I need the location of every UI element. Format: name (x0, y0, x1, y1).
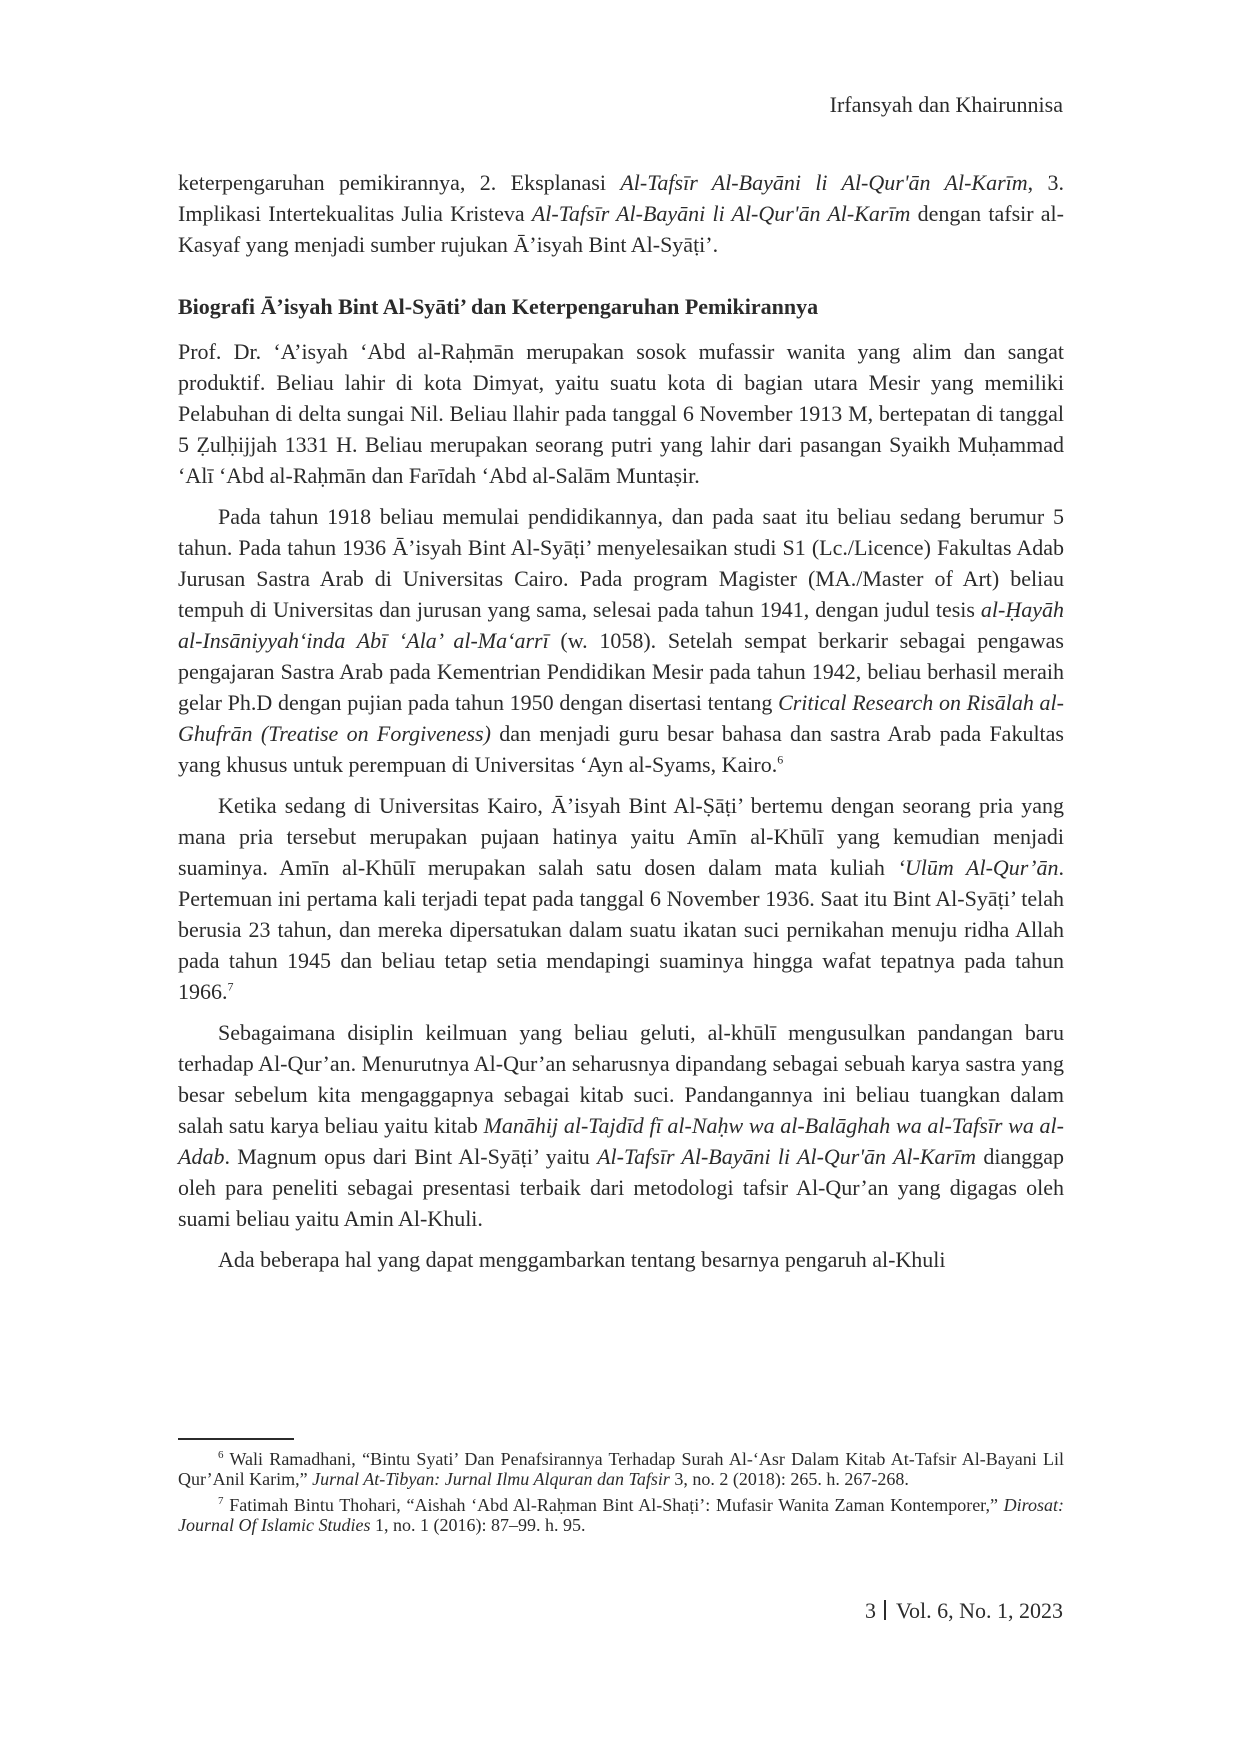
italic-title: Critical Research on Risālah al-Ghufrān (Treatise on Forgiveness) (178, 690, 1064, 746)
text-run: Ada beberapa hal yang dapat menggambarkan tentang besarnya pengaruh al-Khuli (218, 1247, 946, 1272)
main-content (178, 167, 1064, 1285)
italic-title: ‘Ulūm Al-Qur’ān (897, 855, 1059, 880)
italic-title: Jurnal At-Tibyan: Jurnal Ilmu Alquran dan Tafsir (312, 1469, 670, 1489)
paragraph-education (178, 501, 1064, 780)
running-head: Irfansyah dan Khairunnisa (829, 92, 1063, 117)
text-run: Wali Ramadhani, “Bintu Syati’ Dan Penafsirannya Terhadap Surah Al-‘Asr Dalam Kitab At-Tafsir Al-Bayani Lil Qur’Anil Karim,” (178, 1449, 1064, 1489)
text-run: dengan tafsir al-Kasyaf yang menjadi sumber rujukan Ā’isyah Bint Al-Syāṭi’. (178, 201, 1064, 257)
text-run: Sebagaimana disiplin keilmuan yang beliau geluti, al-khūlī mengusulkan pandangan baru terhadap Al-Qur’an. Menurutnya Al-Qur’an seharusnya dipandang sebagai sebuah karya sastra yang besar sebelum kita mengaggapnya sebagai kitab suci. Pandangannya ini beliau tuangkan dalam salah satu karya beliau yaitu kitab (178, 1020, 1064, 1138)
page-footer (865, 1598, 1063, 1624)
text-run: Ketika sedang di Universitas Kairo, Ā’isyah Bint Al-Ṣāṭi’ bertemu dengan seorang pria yang mana pria tersebut merupakan pujaan hatinya yaitu Amīn al-Khūlī yang kemudian menjadi suaminya. Amīn al-Khūlī merupakan salah satu dosen dalam mata kuliah (178, 793, 1064, 880)
footnote-ref: 7 (218, 1495, 224, 1507)
paragraph-biography (178, 336, 1064, 491)
text-run: (w. 1058). Setelah sempat berkarir sebagai pengawas pengajaran Sastra Arab pada Kementrian Pendidikan Mesir pada tahun 1942, beliau berhasil meraih gelar Ph.D dengan pujian pada tahun 1950 dengan disertasi tentang (178, 628, 1064, 715)
italic-title: Al-Tafsīr Al-Bayāni li Al-Qur'ān Al-Karīm (597, 1144, 977, 1169)
footnote-ref: 7 (227, 979, 234, 994)
italic-title: Manāhij al-Tajdīd fī al-Naḥw wa al-Balāghah wa al-Tafsīr wa al-Adab (178, 1113, 1064, 1169)
footnote-7 (178, 1495, 1064, 1535)
text-run: Prof. Dr. ‘A’isyah ‘Abd al-Raḥmān merupakan sosok mufassir wanita yang alim dan sangat produktif. Beliau lahir di kota Dimyat, yaitu suatu kota di bagian utara Mesir yang memiliki Pelabuhan di delta sungai Nil. Beliau llahir pada tanggal 6 November 1913 M, bertepatan di tanggal 5 Ẓulḥijjah 1331 H. Beliau merupakan seorang putri yang lahir dari pasangan Syaikh Muḥammad ‘Alī ‘Abd al-Raḥmān dan Farīdah ‘Abd al-Salām Muntaṣir. (178, 339, 1064, 488)
paragraph-al-khuli-view (178, 1017, 1064, 1234)
footnote-6 (178, 1449, 1064, 1489)
text-run: keterpengaruhan pemikirannya, 2. Eksplanasi (178, 170, 621, 195)
footnote-ref: 6 (218, 1449, 224, 1461)
paragraph-influence (178, 1244, 1064, 1275)
italic-title: Dirosat: Journal Of Islamic Studies (178, 1495, 1064, 1535)
text-run: Pada tahun 1918 beliau memulai pendidikannya, dan pada saat itu beliau sedang berumur 5 tahun. Pada tahun 1936 Ā’isyah Bint Al-Syāṭi’ menyelesaikan studi S1 (Lc./Licence) Fakultas Adab Jurusan Sastra Arab di Universitas Cairo. Pada program Magister (MA./Master of Art) beliau tempuh di Universitas dan jurusan yang sama, selesai pada tahun 1941, dengan judul tesis (178, 504, 1064, 622)
text-run: . Pertemuan ini pertama kali terjadi tepat pada tanggal 6 November 1936. Saat itu Bint Al-Syāṭi’ telah berusia 23 tahun, dan mereka dipersatukan dalam suatu ikatan suci pernikahan menuju ridha Allah pada tahun 1945 dan beliau tetap setia mendapingi suaminya hingga wafat tepatnya pada tahun 1966. (178, 855, 1064, 1004)
text-run: dianggap oleh para peneliti sebagai presentasi terbaik dari metodologi tafsir Al-Qur’an yang digagas oleh suami beliau yaitu Amin Al-Khuli. (178, 1144, 1064, 1231)
text-run: 1, no. 1 (2016): 87–99. h. 95. (370, 1515, 586, 1535)
text-run: , 3. Implikasi Intertekualitas Julia Kristeva (178, 170, 1064, 226)
text-run: . Magnum opus dari Bint Al-Syāṭi’ yaitu (224, 1144, 598, 1169)
footnote-separator (178, 1438, 294, 1440)
italic-title: al-Ḥayāh al-Insāniyyah‘inda Abī ‘Ala’ al-Ma‘arrī (178, 597, 1064, 653)
footnotes (178, 1449, 1064, 1541)
footer-separator (884, 1600, 886, 1620)
footnote-ref: 6 (777, 752, 784, 767)
text-run: 3, no. 2 (2018): 265. h. 267-268. (669, 1469, 909, 1489)
page-number: 3 (864, 1598, 876, 1623)
paragraph-marriage (178, 790, 1064, 1007)
section-heading: Biografi Ā’isyah Bint Al-Syāti’ dan Keterpengaruhan Pemikirannya (178, 294, 819, 319)
volume-info: Vol. 6, No. 1, 2023 (895, 1598, 1063, 1623)
text-run: dan menjadi guru besar bahasa dan sastra Arab pada Fakultas yang khusus untuk perempuan di Universitas ‘Ayn al-Syams, Kairo. (178, 721, 1064, 777)
text-run: Fatimah Bintu Thohari, “Aishah ‘Abd Al-Raḥman Bint Al-Shaṭi’: Mufasir Wanita Zaman Kontemporer,” (223, 1495, 1004, 1515)
intro-paragraph (178, 167, 1064, 260)
italic-title: Al-Tafsīr Al-Bayāni li Al-Qur'ān Al-Karīm (620, 170, 1028, 195)
italic-title: Al-Tafsīr Al-Bayāni li Al-Qur'ān Al-Karīm (531, 201, 911, 226)
